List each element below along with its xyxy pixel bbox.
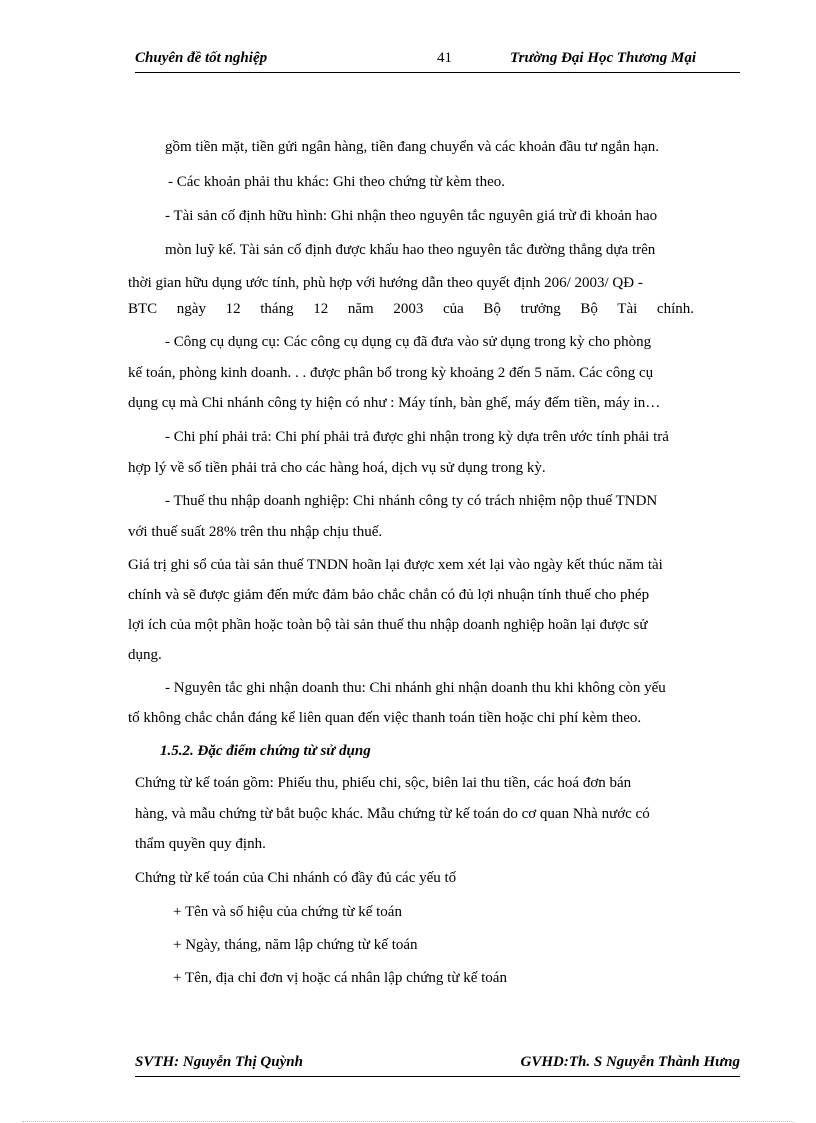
section-heading: 1.5.2. Đặc điểm chứng từ sử dụng [160,743,371,759]
text-line: mòn luỹ kế. Tài sản cố định được khấu hao theo nguyên tắc đường thẳng dựa trên [165,242,656,258]
text-line: kế toán, phòng kinh doanh. . . được phân bổ trong kỳ khoảng 2 đến 5 năm. Các công cụ [128,365,654,381]
text-line: - Tài sản cố định hữu hình: Ghi nhận theo nguyên tắc nguyên giá trừ đi khoản hao [165,208,658,224]
text-line: tố không chắc chắn đáng kể liên quan đến việc thanh toán tiền hoặc chi phí kèm theo. [128,710,642,726]
text-line: - Các khoản phải thu khác: Ghi theo chứng từ kèm theo. [168,174,506,190]
text-line: dụng cụ mà Chi nhánh công ty hiện có như : Máy tính, bàn ghế, máy đếm tiền, máy in… [128,395,661,411]
text-line: hàng, và mẫu chứng từ bắt buộc khác. Mẫu chứng từ kế toán do cơ quan Nhà nước có [135,806,650,822]
page-header [135,50,740,73]
page-bottom-divider [22,1121,794,1122]
text-line: gồm tiền mặt, tiền gửi ngân hàng, tiền đang chuyển và các khoản đầu tư ngắn hạn. [165,139,660,155]
text-line: - Công cụ dụng cụ: Các công cụ dụng cụ đã đưa vào sử dụng trong kỳ cho phòng [165,334,652,350]
text-line: thời gian hữu dụng ước tính, phù hợp với hướng dẫn theo quyết định 206/ 2003/ QĐ - [128,275,643,291]
text-line: Chứng từ kế toán gồm: Phiếu thu, phiếu chi, sộc, biên lai thu tiền, các hoá đơn bán [135,775,632,791]
text-line: - Thuế thu nhập doanh nghiệp: Chi nhánh công ty có trách nhiệm nộp thuế TNDN [165,493,658,509]
text-line: dụng. [128,647,162,663]
list-item: + Tên và số hiệu của chứng từ kế toán [173,904,402,920]
header-university: Trường Đại Học Thương Mại [510,50,697,66]
header-document-type: Chuyên đề tốt nghiệp [135,50,268,66]
list-item: + Ngày, tháng, năm lập chứng từ kế toán [173,937,418,953]
text-line: thẩm quyền quy định. [135,836,266,852]
text-line: với thuế suất 28% trên thu nhập chịu thuế. [128,524,383,540]
text-line: Chứng từ kế toán của Chi nhánh có đầy đủ các yếu tố [135,870,457,886]
list-item: + Tên, địa chỉ đơn vị hoặc cá nhân lập chứng từ kế toán [173,970,507,986]
page-number: 41 [437,50,452,66]
text-line: hợp lý về số tiền phải trả cho các hàng hoá, dịch vụ sử dụng trong kỳ. [128,460,546,476]
footer-student: SVTH: Nguyễn Thị Quỳnh [135,1054,303,1070]
text-line: - Chi phí phải trả: Chi phí phải trả được ghi nhận trong kỳ dựa trên ước tính phải trả [165,429,669,445]
text-line: chính và sẽ được giảm đến mức đảm bảo chắc chắn có đủ lợi nhuận tính thuế cho phép [128,587,650,603]
text-line: lợi ích của một phần hoặc toàn bộ tài sản thuế thu nhập doanh nghiệp hoãn lại được sử [128,617,648,633]
text-line: Giá trị ghi sổ của tài sản thuế TNDN hoãn lại được xem xét lại vào ngày kết thúc năm tài [128,557,663,573]
text-line: - Nguyên tắc ghi nhận doanh thu: Chi nhánh ghi nhận doanh thu khi không còn yếu [165,680,666,696]
text-line: BTC ngày 12 tháng 12 năm 2003 của Bộ trưởng Bộ Tài chính. [128,301,694,317]
footer-supervisor: GVHD:Th. S Nguyễn Thành Hưng [520,1054,740,1070]
page-footer [135,1054,740,1077]
